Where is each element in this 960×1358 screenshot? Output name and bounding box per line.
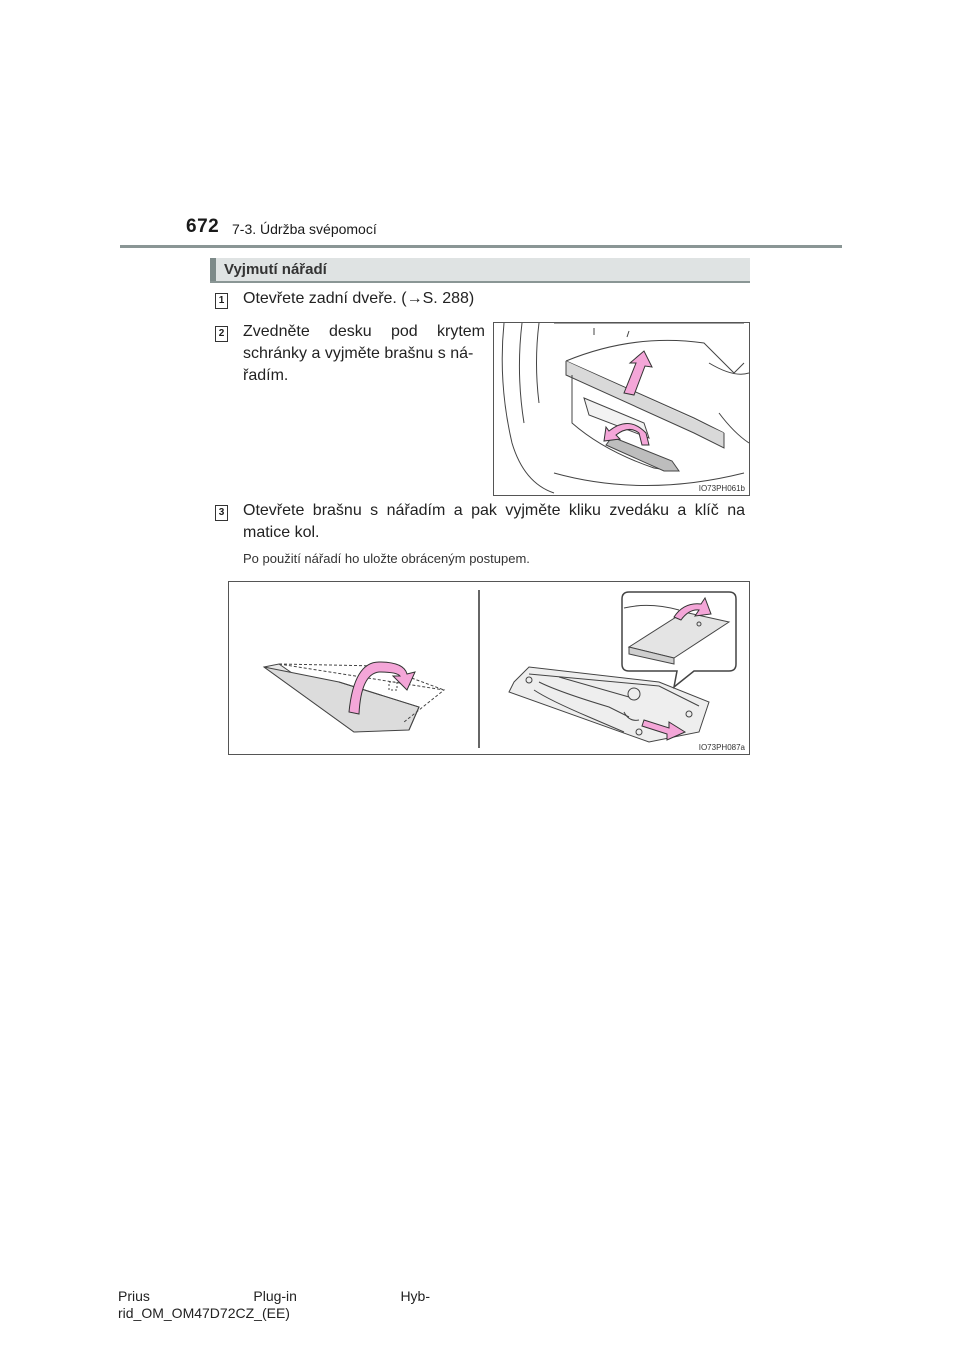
step-number-2: 2 <box>215 326 228 342</box>
figure-code-1: IO73PH061b <box>698 484 745 493</box>
step-2-line-2: schránky a vyjměte brašnu s ná- <box>243 345 474 362</box>
footer-word-1: Prius <box>118 1288 150 1304</box>
figure-trunk-board <box>493 322 750 496</box>
header-rule <box>120 245 842 248</box>
section-title: 7-3. Údržba svépomocí <box>232 221 377 237</box>
step-number-1: 1 <box>215 293 228 309</box>
footer <box>118 1288 430 1322</box>
footer-word-3: Hyb- <box>400 1288 430 1304</box>
step-2-line-3: řadím. <box>243 367 289 384</box>
usage-note: Po použití nářadí ho uložte obráceným postupem. <box>243 551 530 566</box>
step-2-line-1: Zvedněte desku pod krytem <box>243 323 485 340</box>
step-2-text <box>243 321 485 387</box>
subsection-bar <box>210 258 750 283</box>
trunk-illustration <box>494 323 749 495</box>
figure-code-2: IO73PH087a <box>698 743 745 752</box>
subsection-title: Vyjmutí nářadí <box>224 261 327 278</box>
subsection-accent <box>210 258 216 281</box>
footer-line-1 <box>118 1288 430 1305</box>
figure-tool-bag <box>228 581 750 755</box>
step-3-line-2: matice kol. <box>243 524 320 541</box>
footer-line-2: rid_OM_OM47D72CZ_(EE) <box>118 1305 290 1321</box>
step-3-text <box>243 500 745 544</box>
page-number: 672 <box>186 216 220 237</box>
lift-arrow-up <box>624 351 652 395</box>
tool-bag-illustration <box>229 582 749 754</box>
step-1-text: Otevřete zadní dveře. (→S. 288) <box>243 290 475 307</box>
step-3-line-1: Otevřete brašnu s nářadím a pak vyjměte kliku zvedáku a klíč na <box>243 502 745 519</box>
footer-word-2: Plug-in <box>253 1288 297 1304</box>
step-number-3: 3 <box>215 505 228 521</box>
